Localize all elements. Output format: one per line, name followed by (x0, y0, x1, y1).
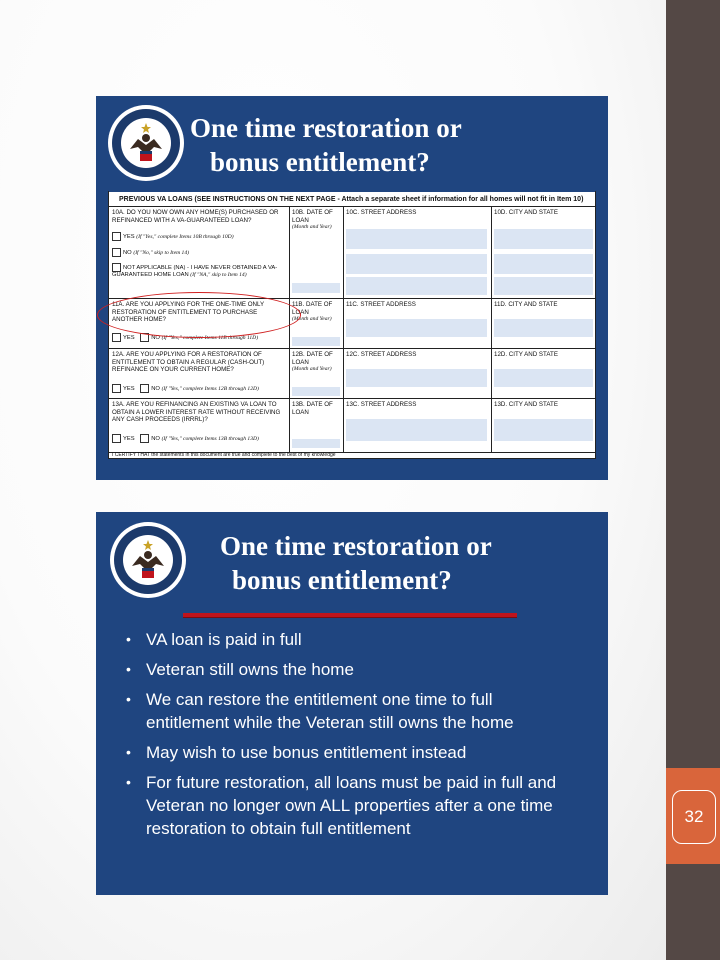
date-label: 13B. DATE OF LOAN (292, 401, 333, 416)
checkbox[interactable] (112, 263, 121, 272)
slide-2-title-line-2: bonus entitlement? (232, 565, 452, 595)
form-row-12 (109, 349, 595, 399)
question-text: 11A. ARE YOU APPLYING FOR THE ONE-TIME ONLY RESTORATION OF ENTITLEMENT TO PURCHASE ANOTHER HOME? (112, 301, 264, 323)
form-row-10 (109, 207, 595, 299)
street-field[interactable] (346, 229, 487, 249)
checkbox[interactable] (112, 384, 121, 393)
slide-1-title-line-1: One time restoration or (190, 113, 462, 143)
date-label: 12B. DATE OF LOAN (292, 351, 333, 366)
option-label: YES (123, 335, 135, 342)
city-field[interactable] (494, 369, 593, 387)
option-label: NO (151, 386, 160, 393)
slide-2-title-line-1: One time restoration or (220, 531, 492, 561)
date-field[interactable] (292, 439, 340, 448)
checkbox[interactable] (140, 384, 149, 393)
option-label: NOT APPLICABLE (NA) - I HAVE NEVER OBTAINED A VA-GUARANTEED HOME LOAN (112, 265, 278, 279)
city-field[interactable] (494, 254, 593, 274)
checkbox[interactable] (112, 434, 121, 443)
option-note: (If "NA," skip to Item 14) (190, 272, 247, 279)
page-number-frame (672, 790, 716, 844)
street-field[interactable] (346, 419, 487, 441)
street-label: 13C. STREET ADDRESS (346, 401, 417, 408)
option-no[interactable] (112, 248, 189, 257)
option-label: NO (123, 250, 132, 257)
city-label: 12D. CITY AND STATE (494, 351, 558, 358)
date-sub: (Month and Year) (292, 224, 332, 230)
option-yes[interactable] (112, 232, 234, 241)
city-field[interactable] (494, 229, 593, 249)
street-field[interactable] (346, 369, 487, 387)
option-na[interactable] (112, 263, 282, 279)
highlight-oval (97, 292, 301, 338)
city-field[interactable] (494, 277, 593, 295)
date-sub: (Month and Year) (292, 316, 332, 322)
option-note: (If "Yes," complete Items 10B through 10D) (136, 234, 234, 241)
form-header: PREVIOUS VA LOANS (SEE INSTRUCTIONS ON THE NEXT PAGE - Attach a separate sheet if information for all homes will not fit in Item 10) (109, 192, 595, 207)
option-label: YES (123, 386, 135, 393)
date-field[interactable] (292, 337, 340, 346)
city-label: 11D. CITY AND STATE (494, 301, 558, 308)
option-yes[interactable] (112, 434, 259, 443)
option-note: (If "Yes," complete Items 11B through 11D) (161, 335, 259, 342)
slide-thumbnail-1[interactable] (96, 96, 608, 480)
question-text: 13A. ARE YOU REFINANCING AN EXISTING VA LOAN TO OBTAIN A LOWER INTEREST RATE WITHOUT RECEIVING ANY CASH PROCEEDS (IRRRL)? (112, 401, 281, 423)
city-label: 10D. CITY AND STATE (494, 209, 558, 216)
checkbox[interactable] (140, 434, 149, 443)
form-row-13 (109, 399, 595, 453)
checkbox[interactable] (112, 248, 121, 257)
bullet-item: • May wish to use bonus entitlement instead (126, 741, 566, 764)
street-label: 10C. STREET ADDRESS (346, 209, 417, 216)
bullet-item: • For future restoration, all loans must be paid in full and Veteran no longer own ALL properties after a one time restoration to obtain full entitlement (126, 771, 566, 840)
bullet-item: • We can restore the entitlement one time to full entitlement while the Veteran still owns the home (126, 688, 566, 734)
title-underline (183, 613, 517, 617)
checkbox[interactable] (112, 333, 121, 342)
slide-thumbnail-2[interactable] (96, 512, 608, 895)
street-field[interactable] (346, 319, 487, 337)
city-label: 13D. CITY AND STATE (494, 401, 558, 408)
form-question-13a (109, 399, 289, 452)
option-yes[interactable] (112, 384, 259, 393)
street-label: 12C. STREET ADDRESS (346, 351, 417, 358)
question-text: 10A. DO YOU NOW OWN ANY HOME(S) PURCHASED OR REFINANCED WITH A VA-GUARANTEED LOAN? (112, 209, 279, 224)
bullet-item: • Veteran still owns the home (126, 658, 566, 681)
option-note: (If "Yes," complete Items 12B through 12D) (161, 386, 259, 393)
option-label: NO (151, 335, 160, 342)
bullet-list (126, 628, 566, 847)
va-loan-form-excerpt (108, 191, 596, 459)
page-number: 32 (684, 807, 704, 826)
city-field[interactable] (494, 419, 593, 441)
city-field[interactable] (494, 319, 593, 337)
date-label: 11B. DATE OF LOAN (292, 301, 333, 316)
street-field[interactable] (346, 254, 487, 274)
va-seal-icon (110, 522, 186, 598)
bullet-item: • VA loan is paid in full (126, 628, 566, 651)
street-field[interactable] (346, 277, 487, 295)
option-label: YES (123, 436, 135, 443)
date-field[interactable] (292, 387, 340, 396)
question-text: 12A. ARE YOU APPLYING FOR A RESTORATION OF ENTITLEMENT TO OBTAIN A REGULAR (CASH-OUT) REFINANCE ON YOUR CURRENT HOME? (112, 351, 265, 373)
date-sub: (Month and Year) (292, 366, 332, 372)
date-label: 10B. DATE OF LOAN (292, 209, 333, 224)
option-label: NO (151, 436, 160, 443)
date-field[interactable] (292, 283, 340, 293)
option-note: (If "Yes," complete Items 13B through 13D) (161, 436, 259, 443)
va-seal-icon (108, 105, 184, 181)
form-footer: I CERTIFY THAT the statements in this document are true and complete to the best of my knowledge (112, 452, 336, 458)
slide-1-title (190, 111, 462, 179)
slide-1-title-line-2: bonus entitlement? (210, 147, 430, 177)
checkbox[interactable] (112, 232, 121, 241)
street-label: 11C. STREET ADDRESS (346, 301, 416, 308)
slide-2-title (220, 529, 492, 597)
option-note: (If "No," skip to Item 14) (133, 250, 189, 257)
option-label: YES (123, 234, 135, 241)
